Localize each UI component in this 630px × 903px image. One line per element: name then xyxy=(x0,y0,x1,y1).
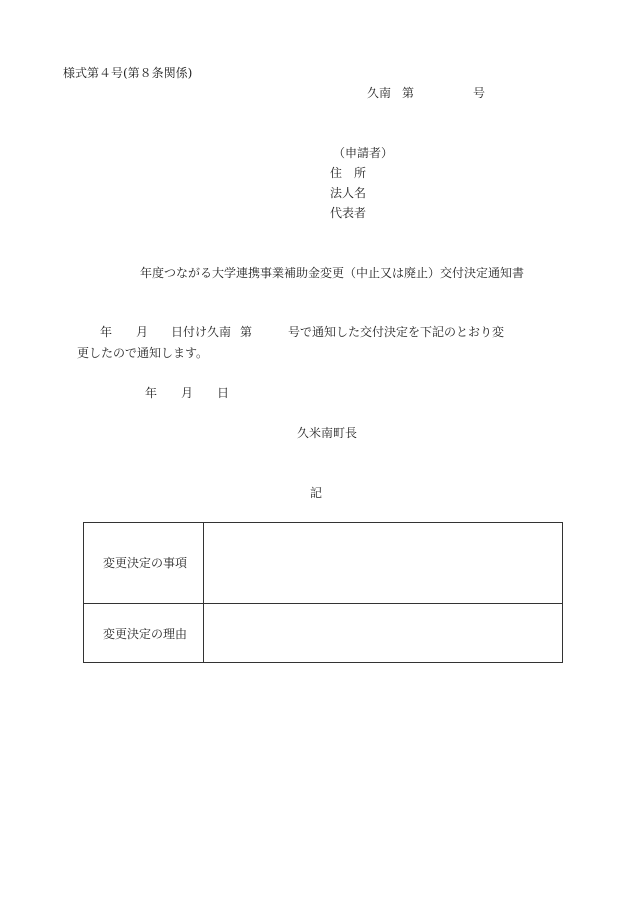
row-divider xyxy=(84,603,562,604)
reference-dai: 第 xyxy=(402,86,415,100)
applicant-heading: （申請者） xyxy=(333,146,394,160)
date-year: 年 xyxy=(145,386,158,400)
row-value-reason xyxy=(205,606,560,661)
form-number: 様式第４号(第８条関係) xyxy=(63,66,193,80)
body-month: 月 xyxy=(136,325,149,339)
date-day: 日 xyxy=(217,386,230,400)
row-label-reason: 変更決定の理由 xyxy=(103,627,188,641)
row-label-matters: 変更決定の事項 xyxy=(103,556,188,570)
row-value-matters xyxy=(205,525,560,601)
document-title: 年度つながる大学連携事業補助金変更（中止又は廃止）交付決定通知書 xyxy=(140,266,525,280)
reference-go: 号 xyxy=(473,86,486,100)
body-day-ref: 日付け久南 xyxy=(171,325,232,339)
corporation-label: 法人名 xyxy=(330,186,367,200)
address-label: 住 所 xyxy=(330,166,367,180)
representative-label: 代表者 xyxy=(330,206,367,220)
column-divider xyxy=(203,523,204,662)
date-month: 月 xyxy=(181,386,194,400)
body-line2: 更したので通知します。 xyxy=(77,346,209,360)
ki-heading: 記 xyxy=(310,486,323,500)
reference-prefix: 久南 xyxy=(367,86,392,100)
body-line1-rest: 号で通知した交付決定を下記のとおり変 xyxy=(288,325,505,339)
body-dai: 第 xyxy=(240,325,253,339)
issuer: 久米南町長 xyxy=(297,426,358,440)
change-decision-table xyxy=(83,522,563,663)
body-year: 年 xyxy=(100,325,113,339)
